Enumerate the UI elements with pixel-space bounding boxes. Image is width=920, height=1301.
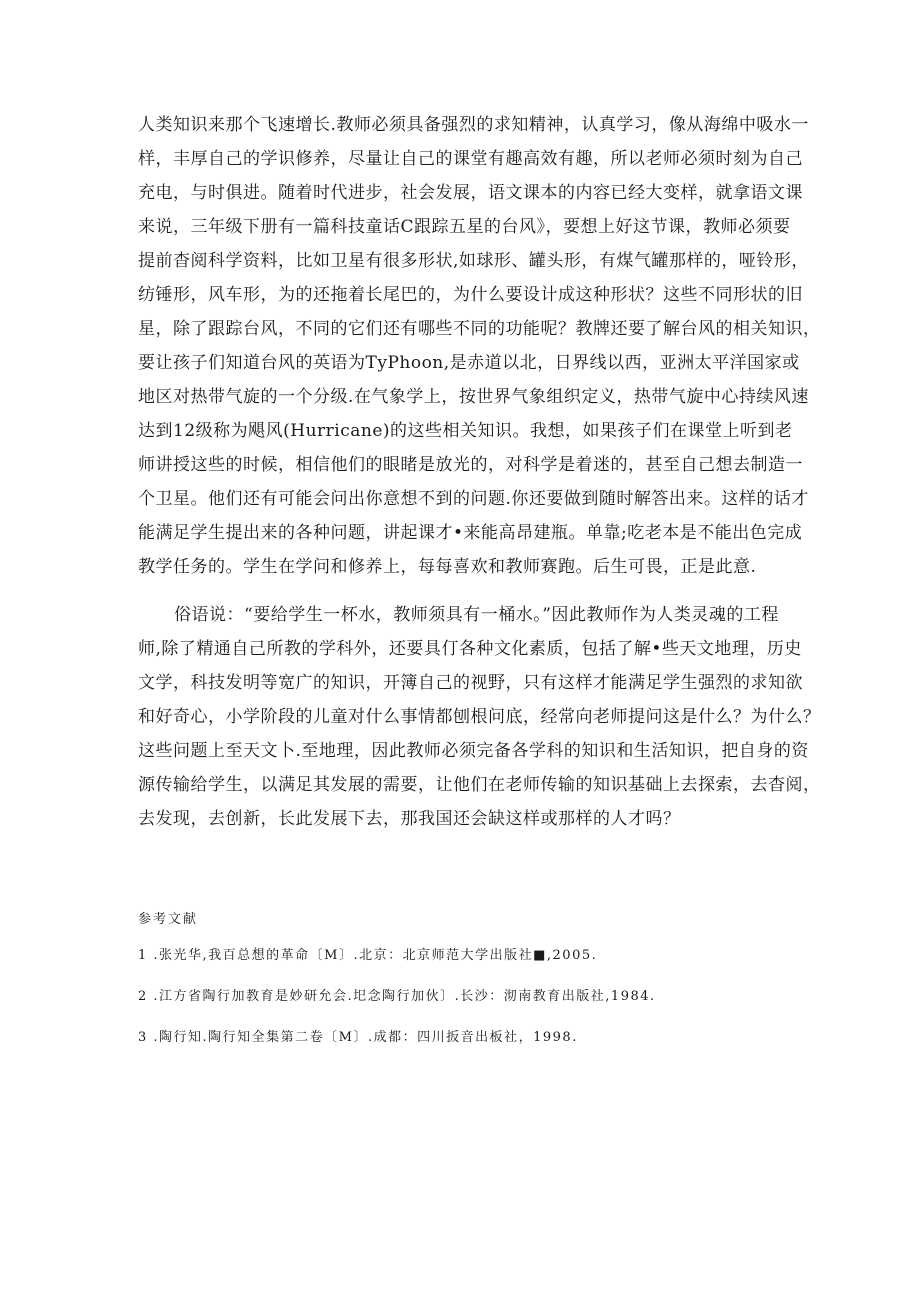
paragraph-line: 教学任务的。学生在学问和修养上，每每喜欢和教师赛跑。后生可畏，正是此意. — [138, 557, 757, 577]
paragraph-line: 源传输给学生，以满足其发展的需要，让他们在老师传输的知识基础上去探索，去杳阅， — [138, 775, 821, 795]
paragraph-line: 能满足学生提出来的各种问题，讲起课才•来能高昂建瓶。单靠;吃老本是不能出色完成 — [138, 523, 803, 543]
references-section — [138, 910, 798, 1048]
paragraph-spacer — [138, 584, 798, 598]
paragraph-line: 充电，与时俱进。随着时代进步，社会发展，语文课本的内容已经大变样，就拿语文课 — [138, 183, 803, 203]
paragraph-line: 提前杳阅科学资料，比如卫星有很多形状,如球形、罐头形，有煤气罐那样的，哑铃形， — [138, 251, 809, 271]
body-paragraph-2 — [138, 598, 821, 836]
paragraph-line: 纺锤形，风车形，为的还拖着长尾巴的，为什么要设计成这种形状？这些不同形状的旧 — [138, 285, 803, 305]
paragraph-line: 师讲授这些的时候，相信他们的眼睹是放光的，对科学是着迷的，甚至自己想去制造一 — [138, 455, 803, 475]
body-paragraph-1 — [138, 108, 821, 584]
paragraph-line: 地区对热带气旋的一个分级.在气象学上，按世界气象组织定义，热带气旋中心持续风速 — [138, 387, 809, 407]
paragraph-line: 星，除了跟踪台风，不同的它们还有哪些不同的功能呢？教牌还要了解台风的相关知识， — [138, 319, 821, 339]
paragraph-line: 个卫星。他们还有可能会问出你意想不到的问题.你还要做到随时解答出来。这样的话才 — [138, 489, 809, 509]
paragraph-line: 和好奇心，小学阶段的儿童对什么事情都刨根问底，经常向老师提问这是什么？为什么？ — [138, 707, 821, 727]
paragraph-line: 达到12级称为飓风(Hurricane)的这些相关知识。我想，如果孩子们在课堂上听到老 — [138, 421, 793, 441]
paragraph-line: 俗语说：“要给学生一杯水，教师须具有一桶水。”因此教师作为人类灵魂的工程 — [174, 605, 779, 625]
document-page — [138, 108, 821, 1069]
reference-item: 1 .张光华,我百总想的革命〔M〕.北京：北京师范大学出版社■,2005. — [138, 948, 598, 963]
paragraph-line: 来说，三年级下册有一篇科技童话C跟踪五星的台风》，要想上好这节课，教师必须要 — [138, 217, 791, 237]
paragraph-line: 文学，科技发明等宽广的知识，开簿自己的视野，只有这样才能满足学生强烈的求知欲 — [138, 673, 803, 693]
paragraph-line: 这些问题上至天文卜.至地理，因此教师必须完备各学科的知识和生活知识，把自身的资 — [138, 741, 809, 761]
references-heading: 参考文献 — [138, 912, 199, 927]
reference-item: 2 .江方省陶行加教育是妙研允会.圯念陶行加伙〕.长沙：沏南教育出版社,1984. — [138, 989, 656, 1004]
paragraph-line: 要让孩子们知道台风的英语为TyPhoon,是赤道以北，日界线以西，亚洲太平洋国家或 — [138, 353, 800, 373]
paragraph-line: 师,除了精通自己所教的学科外，还要具仃各种文化素质，包括了解•些天文地理，历史 — [138, 639, 802, 659]
paragraph-line: 去发现，去创新，长此发展下去，那我国还会缺这样或那样的人才吗？ — [138, 809, 681, 829]
paragraph-line: 人类知识来那个飞速增长.教师必须具备强烈的求知精神，认真学习，像从海绵中吸水一 — [138, 115, 809, 135]
reference-item: 3 .陶行知.陶行知全集第二卷〔M〕.成都：四川扳音出板社，1998. — [138, 1030, 578, 1045]
paragraph-line: 样，丰厚自己的学识修养，尽量让自己的课堂有趣高效有趣，所以老师必须时刻为自己 — [138, 149, 803, 169]
